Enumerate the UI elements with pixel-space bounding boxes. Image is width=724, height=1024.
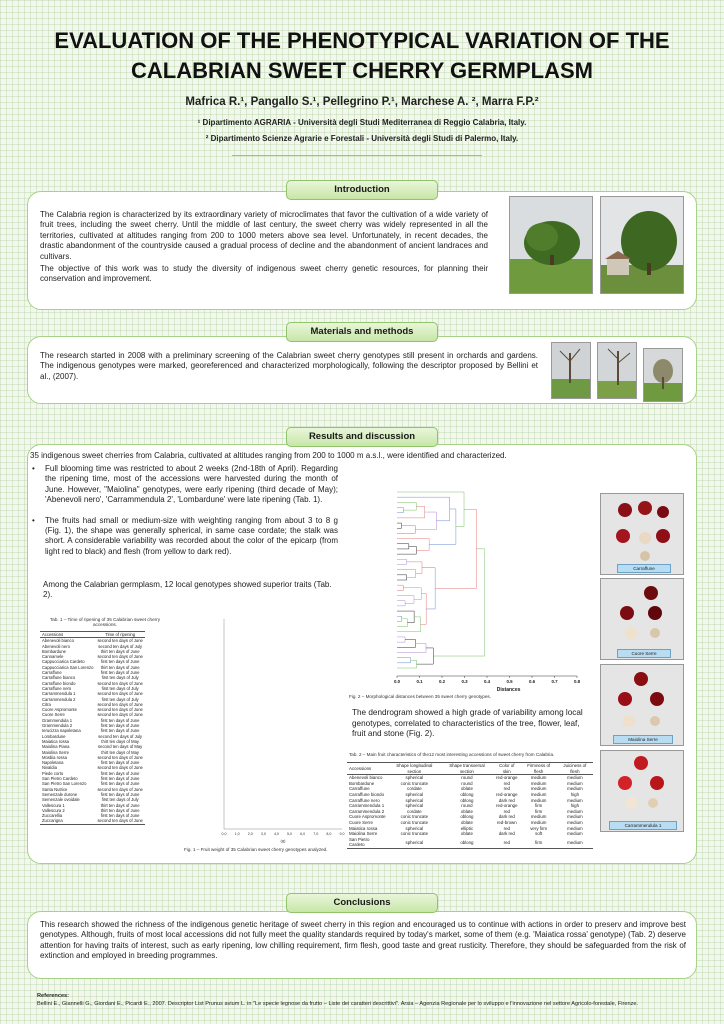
- references-label: References:: [37, 993, 70, 999]
- table-cell: Carrammendula 2: [42, 696, 76, 702]
- table-cell: thirt ten days of June: [100, 648, 140, 654]
- cherry-fruits-icon: [601, 665, 683, 745]
- header-divider: [232, 155, 482, 156]
- table-cell: high: [570, 791, 580, 797]
- table-cell: first ten days of June: [100, 770, 140, 776]
- tree-photo-2: [600, 196, 684, 294]
- tab1: [40, 631, 175, 825]
- methods-heading: Materials and methods: [286, 322, 438, 342]
- table-cell: round: [461, 780, 473, 786]
- fruit-photo-carrammendula-1: [600, 750, 684, 832]
- fig1-tick-label: 1,0: [234, 832, 240, 836]
- table-cell: medium: [530, 797, 547, 803]
- table-cell: first ten days of July: [101, 797, 139, 803]
- table-cell: dark red: [498, 814, 515, 820]
- table-cell: first ten days of June: [100, 791, 140, 797]
- table-cell: conic truncate: [400, 831, 429, 837]
- table-cell: spherical: [405, 775, 424, 781]
- table-cell: Carraffune bianco: [42, 675, 76, 681]
- table-cell: first ten days of June: [100, 723, 140, 729]
- dendrogram-text: The dendrogram showed a high grade of variability among local genotypes, correlated to characteristics of the tree, flower, leaf, fruit and stone (Fig. 2).: [352, 708, 583, 739]
- tab2-caption: Tab. 2 – Main fruit characteristics of the12 most interesting accessions of sweet cherry from Calabria.: [349, 752, 555, 757]
- table-cell: Napoletana: [42, 760, 64, 766]
- table-cell: second ten days of June: [97, 691, 143, 697]
- table-cell: Carraffune nero: [42, 685, 72, 691]
- table-cell: red: [503, 780, 510, 786]
- table-cell: Citra: [42, 701, 51, 707]
- table-cell: medium: [530, 814, 547, 820]
- table-cell: red-brown: [496, 819, 517, 825]
- tab1-header: Time of ripening: [105, 632, 136, 637]
- table-cell: elliptic: [460, 825, 474, 831]
- fig2-tick-label: 0.8: [573, 679, 581, 684]
- table-cell: Carrammendula 1: [42, 691, 76, 697]
- table-cell: round: [461, 803, 473, 809]
- tab1-caption: Tab. 1 – Time of ripening of 35 Calabrian sweet cherry accessions.: [49, 617, 161, 627]
- table-cell: Maiolina Serre: [349, 831, 378, 837]
- fruit-photo-carraffune: [600, 493, 684, 575]
- conclusions-text: This research showed the richness of the indigenous genetic heritage of sweet cherry in this region and encouraged us to continue with actions in order to preserv and improve best genotypes. Although, fruits of most local accessions did not fully meet the quality standards required by today's market, some of them (e.g. 'Maiatica rossa' genotype) (Tab. 2) deserve attention for having traits of interest, such as early ripening, low chilling requirement, firm flesh, good taste and great rusticity. Therefore, they should be safeguarded from the risk of extinction and employed in breeding programmes.: [40, 920, 686, 961]
- table-cell: Abenevoli nero: [42, 643, 70, 649]
- fig1-svg: [172, 615, 350, 845]
- table-cell: medium: [567, 839, 583, 845]
- table-cell: Semenzale ovoidale: [42, 797, 80, 803]
- fig2-branches: [397, 492, 485, 668]
- fig2-svg: [345, 486, 595, 691]
- table-cell: second ten days of June: [97, 701, 143, 707]
- table-cell: medium: [567, 831, 583, 837]
- table-cell: spherical: [405, 791, 424, 797]
- table-cell: red-orange: [496, 803, 518, 809]
- table-cell: oblong: [460, 839, 474, 845]
- bullet-ripening: • Full blooming time was restricted to about 2 weeks (2nd-18th of April). Regarding the ripening time, most of the accessions were harvested during the month of June. However, "Maiolina" genotypes, were early ripening (third decade of May); 'Abenevoli nero', 'Carrammendula 2', 'Lombardune' were late ripening (Tab. 1).: [32, 464, 338, 505]
- tab2: [347, 762, 593, 849]
- table-cell: first ten days of June: [100, 670, 140, 676]
- table-cell: San Pietro Cardeto: [42, 776, 78, 782]
- table-cell: Carraffune biondo: [349, 791, 385, 797]
- table-cell: second ten days of June: [97, 680, 143, 686]
- table-cell: soft: [535, 831, 543, 837]
- fig1-caption: Fig. 1 – Fruit weight of 35 Calabrian sweet cherry genotypes analyzed.: [184, 847, 328, 852]
- table-cell: thirt ten days of June: [100, 807, 140, 813]
- table-cell: first ten days of June: [100, 659, 140, 665]
- fruit-label-cuore-serre: Cuore Serre: [617, 649, 671, 658]
- fruit-label-maiolina-serre: Maiolina Serre: [613, 735, 673, 744]
- tab1-header: Accessions: [42, 632, 64, 637]
- table-cell: thirt ten days of May: [101, 749, 140, 755]
- table-cell: oblate: [460, 808, 473, 814]
- tab2-table: [347, 762, 593, 849]
- fig2-tick-label: 0.3: [461, 679, 468, 684]
- table-cell: Cuore Aspromonte: [42, 707, 77, 713]
- table-cell: thirt ten days of May: [101, 738, 140, 744]
- fig2-dendrogram: [345, 486, 595, 706]
- table-cell: oblate: [460, 831, 473, 837]
- table-cell: thirt ten days of June: [100, 802, 140, 808]
- table-cell: medium: [530, 780, 547, 786]
- table-cell: second ten days of July: [98, 733, 143, 739]
- table-cell: conic truncate: [400, 780, 429, 786]
- table-cell: second ten days of July: [98, 643, 143, 649]
- table-cell: first ten days of July: [101, 685, 139, 691]
- fig1-tick-label: 0,0: [221, 832, 227, 836]
- table-cell: thirt ten days of June: [100, 664, 140, 670]
- table-cell: second ten days of June: [97, 707, 143, 713]
- fig1-tick-label: 8,0: [326, 832, 332, 836]
- fig1-tick-label: 6,0: [300, 832, 306, 836]
- table-cell: Abenevoli bianco: [349, 775, 383, 781]
- table-cell: oblong: [460, 791, 474, 797]
- table-cell: very firm: [530, 825, 548, 831]
- fig2-tick-label: 0.5: [506, 679, 513, 684]
- table-cell: Vallescura 2: [42, 807, 65, 813]
- fruit-photo-cuore-serre: [600, 578, 684, 660]
- fruit-photo-maiolina-serre: [600, 664, 684, 746]
- table-cell: firm: [535, 808, 543, 814]
- table-cell: Semenzale durone: [42, 791, 78, 797]
- fig1-tick-label: 3,0: [260, 832, 266, 836]
- table-cell: second ten days of May: [98, 744, 143, 750]
- cherry-fruits-icon: [601, 751, 683, 831]
- table-cell: oblate: [460, 819, 473, 825]
- tab2-header: Shape longitudinal section: [396, 763, 433, 774]
- fig1-tick-label: 9,0: [339, 832, 345, 836]
- table-cell: conic truncate: [400, 819, 429, 825]
- table-cell: medium: [567, 775, 583, 781]
- table-cell: Cappucciarica Cardeto: [42, 659, 85, 665]
- table-cell: medium: [530, 786, 547, 792]
- table-cell: San Pietro Cardeto: [349, 836, 370, 848]
- methods-text: The research started in 2008 with a preliminary screening of the Calabrian sweet cherry genotypes still present in orchards and gardens. The indigenous genotypes were marked, georeferenced and characterized morphologically, following the descriptor proposed by Bellini et al., (2007).: [40, 351, 538, 381]
- orchard-photo-2: [597, 342, 637, 399]
- table-cell: medium: [530, 819, 547, 825]
- table-cell: second ten days of June: [97, 786, 143, 792]
- cherry-fruits-icon: [601, 494, 683, 574]
- table-cell: Zuccarigna: [42, 818, 63, 824]
- table-cell: Carraffune: [349, 786, 370, 792]
- table-cell: medium: [530, 775, 547, 781]
- poster-title: EVALUATION OF THE PHENOTYPICAL VARIATION OF THE CALABRIAN SWEET CHERRY GERMPLASM: [54, 28, 670, 83]
- table-cell: Cannamele: [42, 654, 64, 660]
- affiliation-2: ² Dipartimento Scienze Agrarie e Forestali - Università degli Studi di Palermo, Italy.: [205, 134, 519, 143]
- table-cell: first ten days of July: [101, 675, 139, 681]
- tab2-header: Accessions: [349, 765, 372, 771]
- fig2-tick-label: 0.6: [528, 679, 536, 684]
- table-cell: cordate: [407, 786, 422, 792]
- table-cell: medium: [567, 780, 583, 786]
- table-cell: Grammendula 2: [42, 723, 73, 729]
- tab2-header: Shape transversal section: [449, 763, 485, 774]
- fruit-label-carrammendula-1: Carrammendula 1: [609, 821, 677, 830]
- table-cell: red: [503, 808, 510, 814]
- table-cell: Maiatica rossa: [42, 738, 69, 744]
- table-cell: Carraffune biondo: [42, 680, 76, 686]
- table-cell: oblong: [460, 797, 474, 803]
- table-cell: medium: [567, 825, 583, 831]
- fruit-label-carraffune: Carraffune: [617, 564, 671, 573]
- fig1-x-label: (g): [280, 838, 286, 843]
- table-cell: red-orange: [496, 791, 518, 797]
- table-cell: oblate: [460, 786, 473, 792]
- table-cell: Santa Nutrice: [42, 786, 68, 792]
- table-cell: second ten days of June: [97, 818, 143, 824]
- table-cell: spherical: [405, 797, 424, 803]
- table-cell: first ten days of June: [100, 776, 140, 782]
- table-cell: first ten days of June: [100, 813, 140, 819]
- table-cell: Lombardune: [42, 733, 66, 739]
- results-bullets: [32, 464, 338, 557]
- table-row: [40, 818, 145, 824]
- table-cell: dark red: [498, 797, 515, 803]
- affiliation-1: ¹ Dipartimento AGRARIA - Università degli Studi Mediterranea di Reggio Calabria, Italy.: [197, 118, 527, 127]
- table-cell: Cuore Aspromonte: [349, 814, 386, 820]
- references-text: Bellini E., Giannelli G., Giordani E., Picardi E., 2007. Descriptor List Prunus avium L. in "Le specie legnose da frutto – Liste dei caratteri descrittivi". Arsia – Agenzia Regionale per lo sviluppo e l'innovazione nel settore Agricolo-forestale, Firenze.: [37, 1001, 639, 1007]
- fig2-tick-label: 0.4: [483, 679, 491, 684]
- table-cell: Bombardune: [349, 780, 375, 786]
- table-cell: first ten days of July: [101, 696, 139, 702]
- fig1-tick-label: 2,0: [247, 832, 253, 836]
- table-cell: red-orange: [496, 775, 518, 781]
- table-cell: medium: [567, 786, 583, 792]
- cherry-fruits-icon: [601, 579, 683, 659]
- introduction-paragraph-1: The Calabria region is characterized by its extraordinary variety of microclimates that favor the cultivation of a wide variety of fruit trees, including the sweet cherry. Until the middle of last century, the sweet cherry was widely represented in all the territories, cultivated at altitudes ranging from 200 to 1000 meters above sea level. Unfortunately, in recent decades, the drastic abandonment of the countryside caused a gradual process of decline and the abandonment of ancient landraces and cultivars.: [40, 210, 488, 261]
- table-cell: cordate: [407, 808, 422, 814]
- table-cell: Carraffune: [42, 670, 62, 676]
- table-cell: Bombardune: [42, 648, 66, 654]
- table-cell: Grammendula 1: [42, 717, 73, 723]
- table-cell: second ten days of June: [97, 654, 143, 660]
- table-cell: Nivaldia: [42, 765, 57, 771]
- table-cell: red: [503, 825, 510, 831]
- results-heading: Results and discussion: [286, 427, 438, 447]
- fig1-chart: [172, 615, 350, 855]
- table-cell: San Pietro San Lorenzo: [42, 781, 87, 787]
- table-cell: Mosbia rossa: [42, 754, 67, 760]
- fig1-tick-label: 5,0: [287, 832, 293, 836]
- table-cell: high: [570, 803, 580, 809]
- table-cell: medium: [567, 819, 583, 825]
- table-row: [347, 837, 593, 849]
- fig2-x-label: Distances: [496, 687, 521, 691]
- fig1-tick-label: 7,0: [313, 832, 319, 836]
- table-cell: conic truncate: [400, 814, 429, 820]
- table-cell: spherical: [405, 803, 424, 809]
- table-cell: spherical: [405, 825, 424, 831]
- table-cell: medium: [530, 791, 547, 797]
- table-cell: Ierucizza napoletana: [42, 728, 81, 734]
- table-cell: first ten days of June: [100, 717, 140, 723]
- table-cell: Maiolina Serre: [42, 749, 69, 755]
- table-cell: red: [503, 786, 510, 792]
- table-cell: Carrammendula 2: [349, 808, 385, 814]
- table-cell: Zuccarellia: [42, 813, 63, 819]
- orchard-photo-3: [643, 348, 683, 402]
- fig2-caption: Fig. 2 – Morphological distances between 35 sweet cherry genotypes.: [349, 694, 491, 699]
- table-cell: Cuore Serre: [349, 819, 373, 825]
- table-cell: Cuore Serre: [42, 712, 65, 718]
- table-cell: firm: [535, 803, 543, 809]
- tab2-header: Color of skin: [499, 763, 515, 774]
- introduction-heading: Introduction: [286, 180, 438, 200]
- tab2-header: Firmness of flesh: [527, 763, 551, 774]
- table-cell: firm: [535, 839, 543, 845]
- table-cell: round: [461, 775, 473, 781]
- conclusions-heading: Conclusions: [286, 893, 438, 913]
- table-cell: Carrammendula 1: [349, 803, 385, 809]
- table-cell: second ten days of June: [97, 638, 143, 644]
- table-cell: first ten days of June: [100, 728, 140, 734]
- table-cell: Cappucciarica San Lorenzo: [42, 664, 94, 670]
- orchard-photo-1: [551, 342, 591, 399]
- fig1-tick-label: 4,0: [273, 832, 279, 836]
- table-cell: second ten days of June: [97, 765, 143, 771]
- table-cell: Piede corto: [42, 770, 64, 776]
- table-cell: Maiolina Piana: [42, 744, 70, 750]
- references: [37, 992, 697, 1008]
- table-cell: Carraffune nero: [349, 797, 380, 803]
- introduction-text: [40, 210, 488, 285]
- bullet-fruits: • The fruits had small or medium-size with weighting ranging from about 3 to 8 g (Fig. 1), the shape was generally spherical, in same case cordate; the stalk was short. A considerable variability was recorded about the color of the epicarp (from light red to black) and flesh (from yellow to dark red).: [32, 515, 338, 556]
- tab1-table: [40, 631, 145, 825]
- table-cell: first ten days of June: [100, 781, 140, 787]
- table-cell: medium: [567, 808, 583, 814]
- fig2-tick-label: 0.0: [393, 679, 401, 684]
- table-cell: dark red: [498, 831, 515, 837]
- table-cell: red: [503, 839, 510, 845]
- table-cell: spherical: [405, 839, 424, 845]
- fig2-tick-label: 0.1: [416, 679, 423, 684]
- results-lead: 35 indigenous sweet cherries from Calabria, cultivated at altitudes ranging from 200 to 1000 m a.s.l., were identified and characterized.: [30, 451, 507, 460]
- table-cell: Maiatica rossa: [349, 825, 378, 831]
- table-cell: medium: [567, 797, 583, 803]
- table-cell: medium: [567, 814, 583, 820]
- superior-traits-text: Among the Calabrian germplasm, 12 local genotypes showed superior traits (Tab. 2).: [43, 580, 332, 600]
- table-cell: Abenevoli bianco: [42, 638, 74, 644]
- fig2-tick-label: 0.7: [551, 679, 558, 684]
- table-cell: second ten days of June: [97, 754, 143, 760]
- tab2-header: Juiciness of flesh: [563, 763, 587, 774]
- authors: Mafrica R.¹, Pangallo S.¹, Pellegrino P.¹, Marchese A. ², Marra F.P.²: [185, 96, 539, 108]
- table-cell: Vallescura 1: [42, 802, 65, 808]
- tree-photo-1: [509, 196, 593, 294]
- table-cell: oblong: [460, 814, 474, 820]
- fig2-tick-label: 0.2: [438, 679, 446, 684]
- table-cell: second ten days of June: [97, 712, 143, 718]
- table-cell: first ten days of June: [100, 760, 140, 766]
- introduction-paragraph-2: The objective of this work was to study the diversity of indigenous sweet cherry genetic resources, for planning their conservation and improvement.: [40, 264, 488, 284]
